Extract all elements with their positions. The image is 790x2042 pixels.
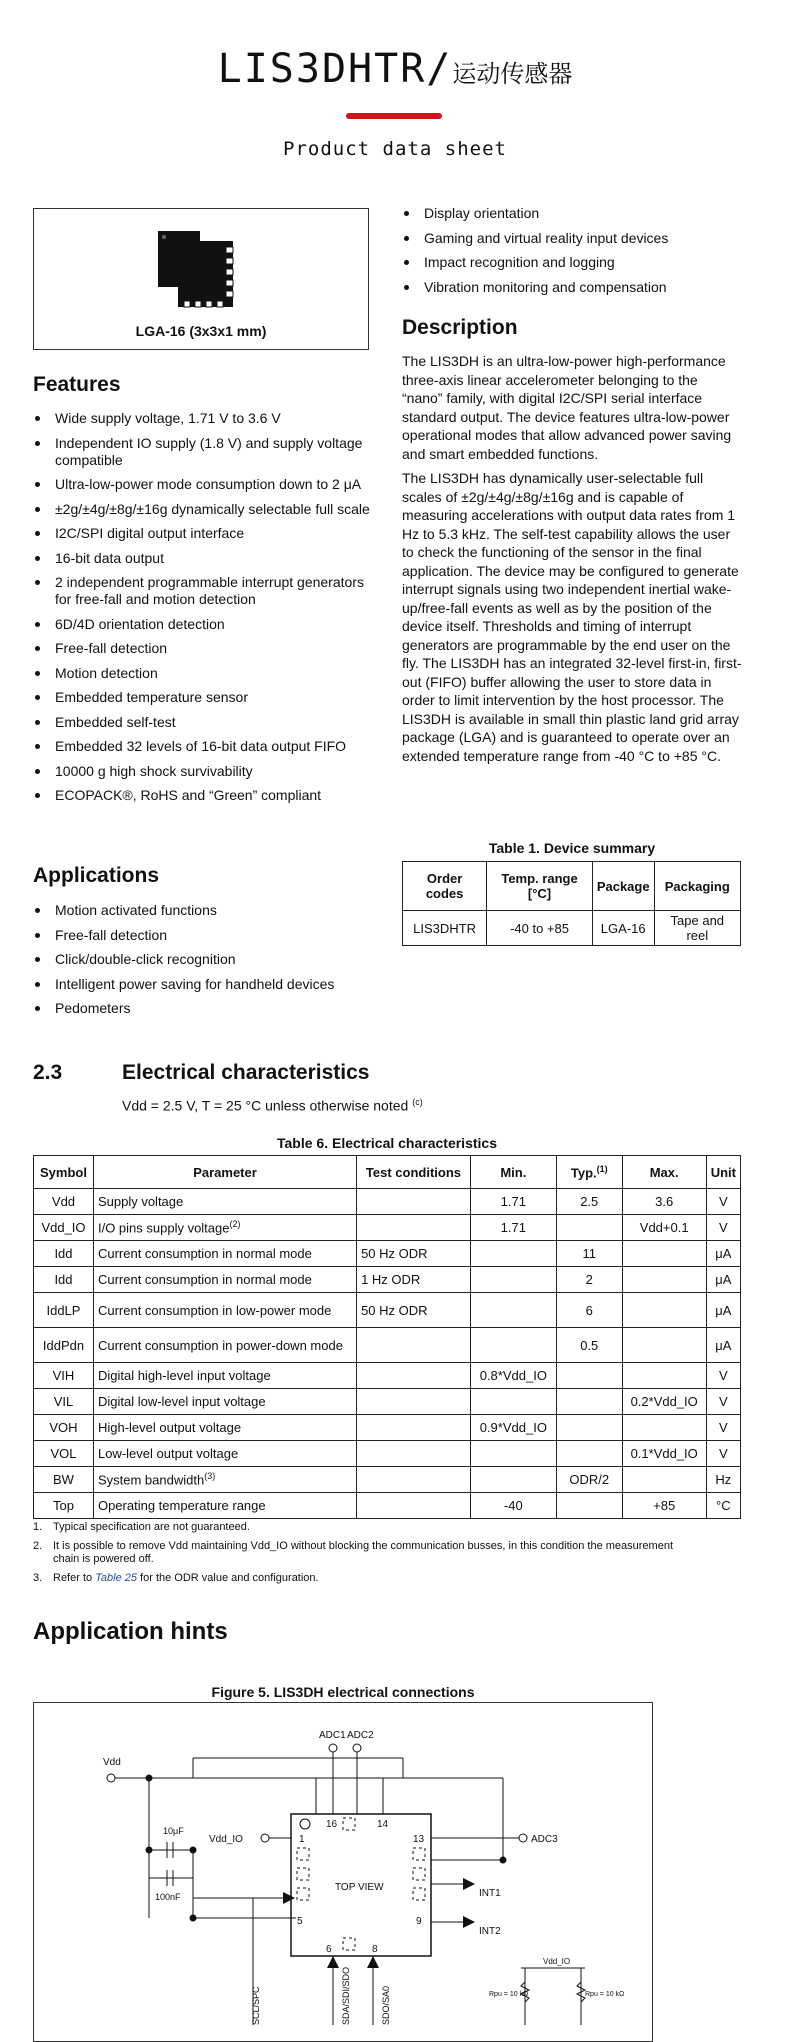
table-cell: BW bbox=[34, 1467, 94, 1493]
table-header: Test conditions bbox=[357, 1156, 471, 1189]
table-cell: Top bbox=[34, 1493, 94, 1519]
vdd-label: Vdd bbox=[103, 1757, 121, 1768]
table-cell: LIS3DHTR bbox=[403, 911, 487, 946]
table-cell: Vdd_IO bbox=[34, 1215, 94, 1241]
table-header: Min. bbox=[470, 1156, 556, 1189]
rpu2-label: Rpu = 10 kΩ bbox=[585, 1991, 625, 1998]
table-row bbox=[34, 1328, 741, 1363]
list-item: 16-bit data output bbox=[33, 550, 378, 567]
pin-6-label: 6 bbox=[326, 1944, 332, 1955]
table-cell bbox=[622, 1363, 706, 1389]
adc2-label: ADC2 bbox=[347, 1730, 374, 1741]
table-cell: 2 bbox=[556, 1267, 622, 1293]
table-cell: V bbox=[706, 1441, 740, 1467]
list-item: Free-fall detection bbox=[33, 640, 378, 657]
list-item: Embedded 32 levels of 16-bit data output FIFO bbox=[33, 738, 378, 755]
table-cell bbox=[357, 1215, 471, 1241]
features-heading: Features bbox=[33, 373, 121, 396]
table-cell bbox=[470, 1441, 556, 1467]
table-note: 1. Typical specification are not guaranteed. bbox=[33, 1521, 250, 1533]
pin-16-label: 16 bbox=[326, 1819, 338, 1830]
table-header: Order codes bbox=[403, 862, 487, 911]
table-cell: +85 bbox=[622, 1493, 706, 1519]
table1-title: Table 1. Device summary bbox=[488, 840, 656, 856]
table-cell: 0.2*Vdd_IO bbox=[622, 1389, 706, 1415]
table-cell: VIH bbox=[34, 1363, 94, 1389]
table-cell: 0.8*Vdd_IO bbox=[470, 1363, 556, 1389]
list-item: I2C/SPI digital output interface bbox=[33, 525, 378, 542]
table-cell bbox=[470, 1328, 556, 1363]
table-cell: 50 Hz ODR bbox=[357, 1293, 471, 1328]
table-row bbox=[34, 1493, 741, 1519]
electrical-characteristics-table bbox=[33, 1155, 741, 1519]
table-header: Unit bbox=[706, 1156, 740, 1189]
table-cell: Low-level output voltage bbox=[93, 1441, 356, 1467]
table-cell bbox=[556, 1389, 622, 1415]
list-item: Intelligent power saving for handheld devices bbox=[33, 976, 378, 993]
table-cell bbox=[470, 1241, 556, 1267]
lga16-chip-icon bbox=[150, 221, 250, 313]
cap-100nf-label: 100nF bbox=[155, 1892, 181, 1902]
table-cell: 6 bbox=[556, 1293, 622, 1328]
table-cell: Supply voltage bbox=[93, 1189, 356, 1215]
table-cell bbox=[470, 1467, 556, 1493]
table-header: Typ.$^{(1)}$ bbox=[556, 1156, 622, 1189]
table-cell bbox=[556, 1363, 622, 1389]
table-cell bbox=[357, 1493, 471, 1519]
list-item: ECOPACK®, RoHS and “Green” compliant bbox=[33, 787, 378, 804]
pin-9-label: 9 bbox=[416, 1916, 422, 1927]
table-cell: Idd bbox=[34, 1267, 94, 1293]
table-note: 3. Refer to Table 25 for the ODR value and configuration. bbox=[33, 1572, 319, 1584]
list-item: Motion detection bbox=[33, 665, 378, 682]
description-paragraph: The LIS3DH is an ultra-low-power high-performance three-axis linear accelerometer belonging to the “nano” family, with digital I2C/SPI serial interface standard output. The device features ultra-low-power operational modes that allow advanced power saving and smart embedded functions. bbox=[402, 353, 732, 462]
list-item: Click/double-click recognition bbox=[33, 951, 378, 968]
list-item: Free-fall detection bbox=[33, 927, 378, 944]
table-cell: VOL bbox=[34, 1441, 94, 1467]
table-cell: 50 Hz ODR bbox=[357, 1241, 471, 1267]
table-cell bbox=[470, 1389, 556, 1415]
table-cell: -40 bbox=[470, 1493, 556, 1519]
sda-sdi-sdo-label: SDA/SDI/SDO bbox=[341, 1966, 351, 2025]
list-item: 2 independent programmable interrupt generators for free-fall and motion detection bbox=[33, 574, 378, 608]
table-cell: 2.5 bbox=[556, 1189, 622, 1215]
table-row bbox=[34, 1293, 741, 1328]
table-cell: 0.1*Vdd_IO bbox=[622, 1441, 706, 1467]
table-notes bbox=[33, 1521, 693, 1591]
top-view-label: TOP VIEW bbox=[335, 1882, 384, 1893]
list-item: Embedded temperature sensor bbox=[33, 689, 378, 706]
section-number: 2.3 bbox=[33, 1061, 63, 1084]
table-cell: μA bbox=[706, 1241, 740, 1267]
table-cell: V bbox=[706, 1389, 740, 1415]
figure-title: Figure 5. LIS3DH electrical connections bbox=[211, 1684, 475, 1700]
sdo-sa0-label: SDO/SA0 bbox=[381, 1985, 391, 2025]
table-row bbox=[34, 1267, 741, 1293]
table-cell bbox=[357, 1441, 471, 1467]
table-cell: μA bbox=[706, 1328, 740, 1363]
table-cell: ODR/2 bbox=[556, 1467, 622, 1493]
table-cell: Idd bbox=[34, 1241, 94, 1267]
description-paragraph: The LIS3DH has dynamically user-selectable full scales of ±2g/±4g/±8g/±16g and is capable of measuring accelerations with output data rates from 1 Hz to 5.3 kHz. The self-test capability allows the user to check the functioning of the sensor in the final application. The device may be configured to generate interrupt signals using two independent inertial wake-up/free-fall events as well as by the position of the device itself. Thresholds and timing of interrupt generators are programmable by the end user on the fly. The LIS3DH has an integrated 32-level first-in, first-out (FIFO) buffer allowing the user to store data in order to limit intervention by the host processor. The LIS3DH is available in small thin plastic land grid array package (LGA) and is guaranteed to operate over an extended temperature range from -40 °C to +85 °C. bbox=[402, 470, 742, 764]
list-item: Display orientation bbox=[402, 205, 762, 222]
table-cell bbox=[470, 1267, 556, 1293]
table-cell bbox=[357, 1389, 471, 1415]
list-item: Motion activated functions bbox=[33, 902, 378, 919]
table-cell bbox=[622, 1241, 706, 1267]
table-cell: 1.71 bbox=[470, 1189, 556, 1215]
table-cell bbox=[357, 1467, 471, 1493]
table-row bbox=[34, 1363, 741, 1389]
table-cell: IddPdn bbox=[34, 1328, 94, 1363]
table-cell: μA bbox=[706, 1267, 740, 1293]
table-cell: High-level output voltage bbox=[93, 1415, 356, 1441]
table-cell: Current consumption in normal mode bbox=[93, 1241, 356, 1267]
table-cell: IddLP bbox=[34, 1293, 94, 1328]
section-conditions: Vdd = 2.5 V, T = 25 °C unless otherwise noted $^{(c)}$ bbox=[122, 1097, 423, 1114]
table-cell: Hz bbox=[706, 1467, 740, 1493]
applications-list bbox=[33, 902, 378, 1025]
table-cell: -40 to +85 bbox=[487, 911, 593, 946]
adc3-label: ADC3 bbox=[531, 1834, 558, 1845]
table-cell bbox=[622, 1415, 706, 1441]
table-cell: V bbox=[706, 1189, 740, 1215]
cap-10uf-label: 10μF bbox=[163, 1826, 184, 1836]
pin-5-label: 5 bbox=[297, 1916, 303, 1927]
table-row bbox=[34, 1215, 741, 1241]
table-cell: Digital high-level input voltage bbox=[93, 1363, 356, 1389]
table-row bbox=[34, 1189, 741, 1215]
table-row bbox=[34, 1415, 741, 1441]
table-cell: 1.71 bbox=[470, 1215, 556, 1241]
list-item: Embedded self-test bbox=[33, 714, 378, 731]
table-cell: μA bbox=[706, 1293, 740, 1328]
table-header: Symbol bbox=[34, 1156, 94, 1189]
electrical-connections-diagram bbox=[33, 1702, 653, 2025]
description-body bbox=[402, 352, 742, 771]
table-cell: Current consumption in low-power mode bbox=[93, 1293, 356, 1328]
table25-link[interactable]: Table 25 bbox=[95, 1572, 137, 1584]
table-cell: Current consumption in normal mode bbox=[93, 1267, 356, 1293]
table-row bbox=[34, 1441, 741, 1467]
table-cell bbox=[470, 1293, 556, 1328]
table-cell: °C bbox=[706, 1493, 740, 1519]
table-row bbox=[34, 1467, 741, 1493]
table-cell: 11 bbox=[556, 1241, 622, 1267]
table-cell: System bandwidth$^{(3)}$ bbox=[93, 1467, 356, 1493]
list-item: Gaming and virtual reality input devices bbox=[402, 230, 762, 247]
table-cell: LGA-16 bbox=[592, 911, 654, 946]
list-item: Ultra-low-power mode consumption down to 2 μA bbox=[33, 476, 378, 493]
table-cell bbox=[556, 1415, 622, 1441]
table-cell: Digital low-level input voltage bbox=[93, 1389, 356, 1415]
pin-1-label: 1 bbox=[299, 1834, 305, 1845]
table-header: Package bbox=[592, 862, 654, 911]
table-header: Temp. range [°C] bbox=[487, 862, 593, 911]
int1-label: INT1 bbox=[479, 1888, 501, 1899]
vdd-io-label: Vdd_IO bbox=[209, 1834, 243, 1845]
list-item: Wide supply voltage, 1.71 V to 3.6 V bbox=[33, 410, 378, 427]
page-subtitle: Product data sheet bbox=[283, 138, 507, 160]
title-accent-bar bbox=[346, 113, 442, 119]
table-header: Max. bbox=[622, 1156, 706, 1189]
table-cell bbox=[556, 1215, 622, 1241]
pin-14-label: 14 bbox=[377, 1819, 389, 1830]
package-caption: LGA-16 (3x3x1 mm) bbox=[135, 323, 267, 339]
pin-8-label: 8 bbox=[372, 1944, 378, 1955]
table-cell bbox=[622, 1467, 706, 1493]
table-note: 2. It is possible to remove Vdd maintaining Vdd_IO without blocking the communication busses, in this condition the measurement chain is powered off. bbox=[33, 1540, 673, 1565]
applications-list-continued bbox=[402, 205, 762, 303]
device-summary-table bbox=[402, 861, 741, 946]
table-cell bbox=[556, 1493, 622, 1519]
table6-title: Table 6. Electrical characteristics bbox=[277, 1135, 497, 1151]
table-cell: VIL bbox=[34, 1389, 94, 1415]
features-list bbox=[33, 410, 378, 812]
table-cell bbox=[622, 1293, 706, 1328]
table-cell: Tape and reel bbox=[654, 911, 740, 946]
table-cell: V bbox=[706, 1363, 740, 1389]
vdd-io-pullup-label: Vdd_IO bbox=[543, 1957, 571, 1966]
table-cell bbox=[357, 1189, 471, 1215]
list-item: 6D/4D orientation detection bbox=[33, 616, 378, 633]
page-title: LIS3DHTR/运动传感器 bbox=[217, 46, 573, 92]
table-cell bbox=[622, 1267, 706, 1293]
table-cell bbox=[622, 1328, 706, 1363]
table-row bbox=[34, 1241, 741, 1267]
table-cell: Vdd bbox=[34, 1189, 94, 1215]
table-cell bbox=[357, 1363, 471, 1389]
table-cell: V bbox=[706, 1415, 740, 1441]
pin-13-label: 13 bbox=[413, 1834, 425, 1845]
list-item: Pedometers bbox=[33, 1000, 378, 1017]
list-item: Impact recognition and logging bbox=[402, 254, 762, 271]
table-cell bbox=[357, 1415, 471, 1441]
int2-label: INT2 bbox=[479, 1926, 501, 1937]
table-row bbox=[34, 1389, 741, 1415]
list-item: Independent IO supply (1.8 V) and supply voltage compatible bbox=[33, 435, 378, 469]
table-cell: 1 Hz ODR bbox=[357, 1267, 471, 1293]
scl-spc-label: SCL/SPC bbox=[251, 1986, 261, 2025]
table-cell: 0.9*Vdd_IO bbox=[470, 1415, 556, 1441]
application-hints-heading: Application hints bbox=[33, 1618, 228, 1645]
list-item: ±2g/±4g/±8g/±16g dynamically selectable full scale bbox=[33, 501, 378, 518]
page-title-cn: 运动传感器 bbox=[452, 60, 573, 88]
table-cell: 3.6 bbox=[622, 1189, 706, 1215]
adc1-label: ADC1 bbox=[319, 1730, 346, 1741]
table-cell: VOH bbox=[34, 1415, 94, 1441]
table-cell bbox=[556, 1441, 622, 1467]
table-cell: I/O pins supply voltage$^{(2)}$ bbox=[93, 1215, 356, 1241]
table-cell bbox=[357, 1328, 471, 1363]
table-cell: Operating temperature range bbox=[93, 1493, 356, 1519]
table-cell: 0.5 bbox=[556, 1328, 622, 1363]
rpu1-label: Rpu = 10 kΩ bbox=[489, 1991, 529, 1998]
table-cell: V bbox=[706, 1215, 740, 1241]
list-item: Vibration monitoring and compensation bbox=[402, 279, 762, 296]
section-title: Electrical characteristics bbox=[122, 1061, 370, 1084]
table-header: Parameter bbox=[93, 1156, 356, 1189]
list-item: 10000 g high shock survivability bbox=[33, 763, 378, 780]
applications-heading: Applications bbox=[33, 864, 160, 887]
table-cell: Vdd+0.1 bbox=[622, 1215, 706, 1241]
table-cell: Current consumption in power-down mode bbox=[93, 1328, 356, 1363]
description-heading: Description bbox=[402, 316, 518, 339]
table-header: Packaging bbox=[654, 862, 740, 911]
